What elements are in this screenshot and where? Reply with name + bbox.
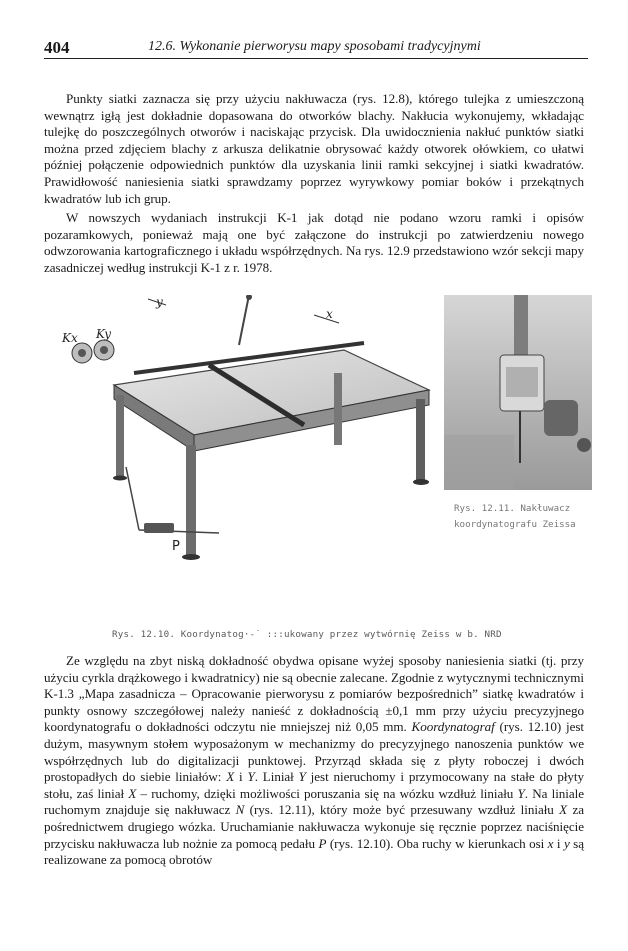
needle-photo	[444, 295, 592, 490]
term-koordynatograf: Koordynatograf	[411, 719, 495, 735]
running-head: 12.6. Wykonanie pierworysu mapy sposobami tradycyjnymi	[148, 39, 481, 54]
paragraph-2: W nowszych wydaniach instrukcji K-1 jak dotąd nie podano wzoru ramki i opisów pozaramkowych, ponieważ mają one być załączone do instrukcji po zatwierdzeniu nowego odwzorowania kartograficznego i układu współrzędnych. Na rys. 12.9 przedstawiono wzór sekcji mapy zasadniczej według instrukcji K-1 z r. 1978.	[44, 210, 584, 275]
page-header	[44, 38, 588, 62]
coordinatograph-illustration	[44, 295, 592, 625]
caption-side-line-2: koordynatografu Zeissa	[454, 519, 576, 530]
page-number: 404	[44, 38, 70, 57]
label-y-axis: y	[156, 295, 163, 309]
coordinatograph-machine	[72, 295, 429, 560]
caption-fig-12-11	[454, 501, 576, 533]
label-kx: Kx	[62, 331, 78, 345]
figure-coordinatograph	[44, 295, 592, 640]
paragraph-3: Ze względu na zbyt niską dokładność obydwa opisane wyżej sposoby naniesienia siatki (tj. przy użyciu cyrkla drążkowego i kwadratnicy) nie są obecnie zalecane. Zgodnie z wytycznymi technicznymi K-1.3 „Mapa zasadnicza – Opracowanie pierworysu z pomiarów bezpośrednich” siatkę kwadratów i punkty osnowy szczegółowej należy nanieść z dokładnością ±0,1 mm przy użyciu precyzyjnego koordynatografu o dokładności odczytu nie mniejszej niż 0,05 mm. Koordynatograf (rys. 12.10) jest dużym, masywnym stołem wyposażonym w mechanizmy do precyzyjnego nanoszenia punktów we współrzędnych lub do digitalizacji punktowej. Przyrząd składa się z płyty roboczej i dwóch prostopadłych do siebie liniałów: X i Y. Liniał Y jest nieruchomy i przymocowany na stałe do płyty stołu, zaś liniał X – ruchomy, dzięki możliwości poruszania się na wózku wzdłuż liniału Y. Na liniale ruchomym znajduje się nakłuwacz N (rys. 12.11), który może być przesuwany wzdłuż liniału X za pośrednictwem drugiego wózka. Uruchamianie nakłuwacza wykonuje się ręcznie poprzez naciśnięcie przycisku nakłuwacza lub nożnie za pomocą pedału P (rys. 12.10). Oba ruchy w kierunkach osi x i y są realizowane za pomocą obrotów	[44, 653, 584, 868]
paragraph-1: Punkty siatki zaznacza się przy użyciu nakłuwacza (rys. 12.8), którego tulejka z umieszczoną wewnątrz igłą jest dokładnie dopasowana do otworków blachy. Nakłucia wykonujemy, wkładając tulejkę do poszczególnych otworów i naciskając przycisk. Dla uwidocznienia nakłuć punktów siatki można przed zdjęciem blachy z arkusza delikatnie obrysować każdy otworek ołówkiem, co ułatwi później połączenie odpowiednich punktów dla uzyskania linii ramki sekcyjnej i siatki kwadratów. Prawidłowość naniesienia siatki sprawdzamy poprzez wyrywkowy pomiar boków i przekątnych kwadratów lub ich grup.	[44, 91, 584, 206]
caption-fig-12-10: Rys. 12.10. Koordynatog·-˙ :::ukowany przez wytwórnię Zeiss w b. NRD	[112, 629, 502, 640]
label-ky: Ky	[96, 327, 111, 341]
label-x-axis: x	[326, 307, 333, 321]
header-rule	[44, 58, 588, 59]
caption-side-line-1: Rys. 12.11. Nakłuwacz	[454, 503, 571, 514]
label-pedal: P	[172, 539, 180, 554]
